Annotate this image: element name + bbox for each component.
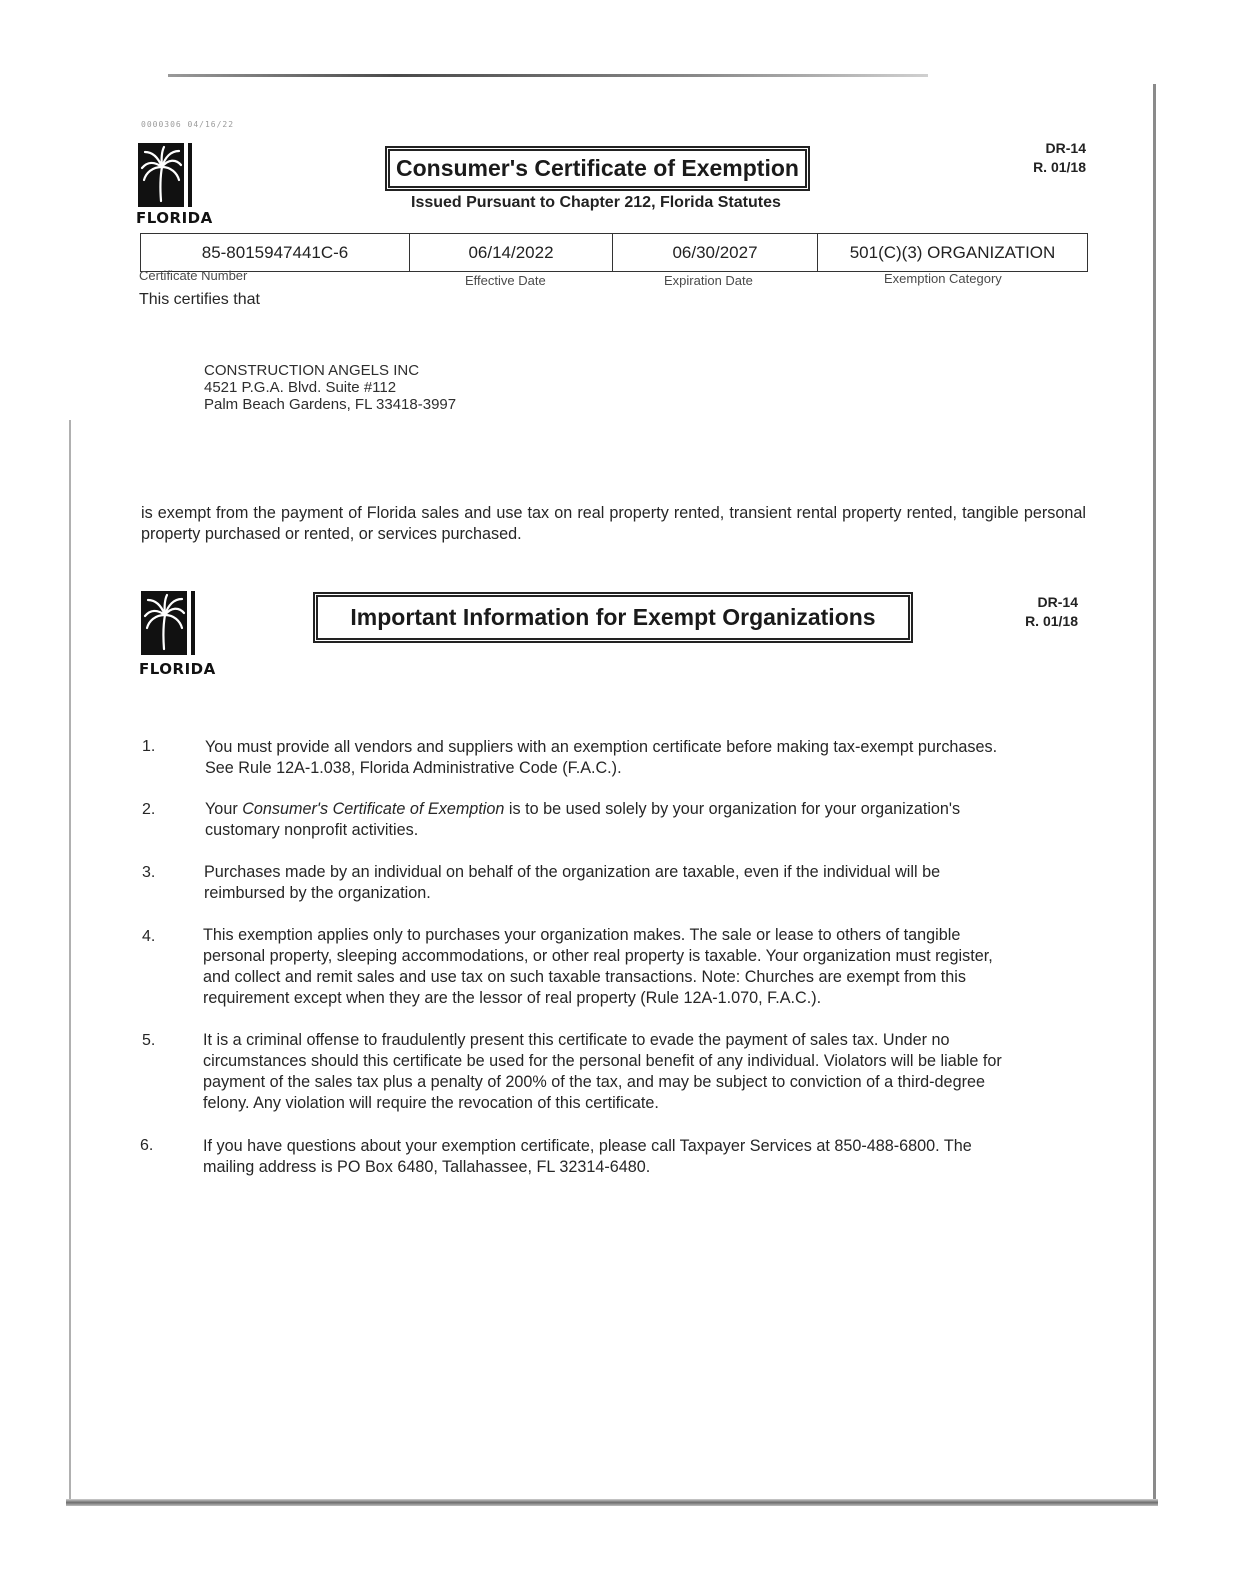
effective-date-value: 06/14/2022 bbox=[410, 234, 613, 271]
item-line: If you have questions about your exemption certificate, please call Taxpayer Services at 850-488-6800. The bbox=[203, 1137, 972, 1155]
item-line: requirement except when they are the lessor of real property (Rule 12A-1.070, F.A.C.). bbox=[203, 989, 822, 1007]
item-line: Purchases made by an individual on behalf of the organization are taxable, even if the individual will be bbox=[204, 863, 941, 881]
item-line: It is a criminal offense to fraudulently present this certificate to evade the payment of sales tax. Under no bbox=[203, 1031, 950, 1049]
form-revision: R. 01/18 bbox=[1033, 159, 1086, 175]
item-number: 6. bbox=[140, 1137, 154, 1154]
certificate-number-value: 85-8015947441C-6 bbox=[141, 234, 410, 271]
list-item bbox=[204, 862, 1074, 904]
list-item bbox=[203, 1030, 1073, 1114]
item-number: 2. bbox=[142, 801, 156, 818]
item-text-emphasis: Consumer's Certificate of Exemption bbox=[242, 800, 505, 818]
scan-stamp: 0000306 04/16/22 bbox=[141, 120, 235, 129]
exemption-category-value: 501(C)(3) ORGANIZATION bbox=[849, 242, 1056, 262]
holder-name: CONSTRUCTION ANGELS INC bbox=[204, 362, 420, 379]
certifies-text: This certifies that bbox=[139, 291, 260, 308]
certificate-fields-row bbox=[140, 233, 1088, 272]
item-line bbox=[205, 799, 1075, 820]
effective-date-caption: Effective Date bbox=[465, 273, 546, 288]
item-line: See Rule 12A-1.038, Florida Administrative Code (F.A.C.). bbox=[205, 759, 622, 777]
item-line: and collect and remit sales and use tax on such taxable transactions. Note: Churches are exempt from this bbox=[203, 968, 967, 986]
item-line: You must provide all vendors and suppliers with an exemption certificate before making tax-exempt purchases. bbox=[205, 738, 998, 756]
info-form-code: DR-14 bbox=[1037, 594, 1078, 610]
certificate-subtitle: Issued Pursuant to Chapter 212, Florida Statutes bbox=[411, 194, 781, 211]
holder-address-line1: 4521 P.G.A. Blvd. Suite #112 bbox=[204, 379, 397, 396]
item-line: payment of the sales tax plus a penalty of 200% of the tax, and may be subject to conviction of a third-degree bbox=[203, 1073, 985, 1091]
scan-edge-bottom bbox=[66, 1499, 1158, 1506]
florida-logo bbox=[136, 143, 213, 227]
expiration-date-caption: Expiration Date bbox=[664, 273, 753, 288]
florida-wordmark: FLORIDA bbox=[136, 209, 213, 227]
form-code-block bbox=[1000, 139, 1086, 177]
certificate-number-caption: Certificate Number bbox=[139, 268, 248, 283]
item-line: mailing address is PO Box 6480, Tallahassee, FL 32314-6480. bbox=[203, 1158, 651, 1176]
palm-tree-icon bbox=[138, 143, 192, 207]
scan-edge-left bbox=[69, 420, 71, 1500]
item-number: 1. bbox=[142, 738, 156, 755]
list-item bbox=[203, 1136, 1073, 1178]
expiration-date-value: 06/30/2027 bbox=[613, 234, 818, 271]
item-line: This exemption applies only to purchases your organization makes. The sale or lease to others of tangible bbox=[203, 926, 961, 944]
info-form-code-block bbox=[1000, 593, 1078, 631]
certificate-title: Consumer's Certificate of Exemption bbox=[385, 146, 810, 191]
scan-edge-top bbox=[168, 74, 928, 77]
item-number: 3. bbox=[142, 864, 156, 881]
info-title: Important Information for Exempt Organizations bbox=[313, 592, 913, 643]
list-item bbox=[205, 737, 1075, 779]
item-number: 5. bbox=[142, 1032, 156, 1049]
item-number: 4. bbox=[142, 928, 156, 945]
holder-address-block bbox=[204, 362, 456, 413]
item-line: personal property, sleeping accommodations, or other real property is taxable. Your organization must register, bbox=[203, 947, 993, 965]
holder-address-line2: Palm Beach Gardens, FL 33418-3997 bbox=[204, 396, 457, 413]
exempt-statement: is exempt from the payment of Florida sales and use tax on real property rented, transient rental property rented, tangible personal property purchased or rented, or services purchased. bbox=[141, 504, 1086, 543]
item-text-pre: Your bbox=[205, 800, 243, 818]
item-line: felony. Any violation will require the revocation of this certificate. bbox=[203, 1094, 659, 1112]
list-item bbox=[205, 799, 1075, 841]
scan-edge-right bbox=[1153, 84, 1156, 1504]
palm-tree-icon bbox=[141, 591, 195, 655]
florida-logo-2 bbox=[139, 591, 216, 681]
info-form-revision: R. 01/18 bbox=[1025, 613, 1078, 629]
item-line: reimbursed by the organization. bbox=[204, 884, 431, 902]
florida-wordmark: FLORIDA bbox=[139, 660, 216, 678]
form-code: DR-14 bbox=[1045, 140, 1086, 156]
item-line: circumstances should this certificate be used for the personal benefit of any individual. Violators will be liable for bbox=[203, 1052, 1002, 1070]
item-line: customary nonprofit activities. bbox=[205, 821, 419, 839]
exemption-category-caption: Exemption Category bbox=[884, 271, 1002, 286]
list-item bbox=[203, 925, 1073, 1009]
item-text-post: is to be used solely by your organization for your organization's bbox=[504, 800, 961, 818]
